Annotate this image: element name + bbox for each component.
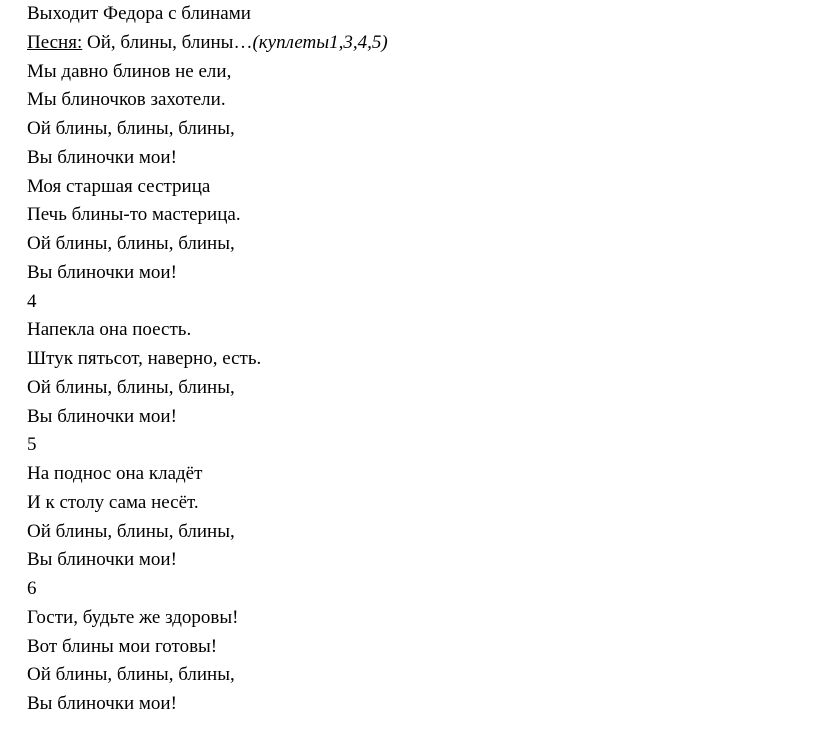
- text-line: Вы блиночки мои!: [27, 146, 177, 168]
- document-body: [27, 0, 388, 719]
- text-line: Напекла она поесть.: [27, 319, 192, 341]
- song-label: Песня:: [27, 31, 83, 53]
- song-note: (куплеты1,3,4,5): [252, 31, 388, 53]
- text-line: Вы блиночки мои!: [27, 549, 177, 571]
- text-line: Печь блины-то мастерица.: [27, 204, 241, 226]
- text-line: Гости, будьте же здоровы!: [27, 606, 239, 628]
- text-line: На поднос она кладёт: [27, 463, 203, 484]
- text-line: Ой блины, блины, блины,: [27, 664, 235, 686]
- heading-line: Выходит Федора с блинами: [27, 3, 251, 24]
- text-line: Штук пятьсот, наверно, есть.: [27, 348, 262, 369]
- text-line: Ой блины, блины, блины,: [27, 233, 235, 254]
- text-line: Мы давно блинов не ели,: [27, 60, 232, 82]
- text-line: Вы блиночки мои!: [27, 693, 177, 714]
- text-line: Вы блиночки мои!: [27, 261, 177, 283]
- song-title-line: [27, 29, 388, 58]
- verse-number: 5: [27, 434, 37, 456]
- song-title: Ой, блины, блины…: [82, 31, 253, 53]
- text-line: И к столу сама несёт.: [27, 491, 199, 513]
- text-line: Ой блины, блины, блины,: [27, 118, 235, 139]
- text-line: Моя старшая сестрица: [27, 175, 211, 197]
- verse-number: 6: [27, 578, 37, 599]
- text-line: Вы блиночки мои!: [27, 405, 177, 427]
- text-line: Ой блины, блины, блины,: [27, 376, 235, 398]
- text-line: Ой блины, блины, блины,: [27, 520, 235, 542]
- text-line: Мы блиночков захотели.: [27, 89, 226, 111]
- text-line: Вот блины мои готовы!: [27, 635, 218, 657]
- verse-number: 4: [27, 290, 37, 312]
